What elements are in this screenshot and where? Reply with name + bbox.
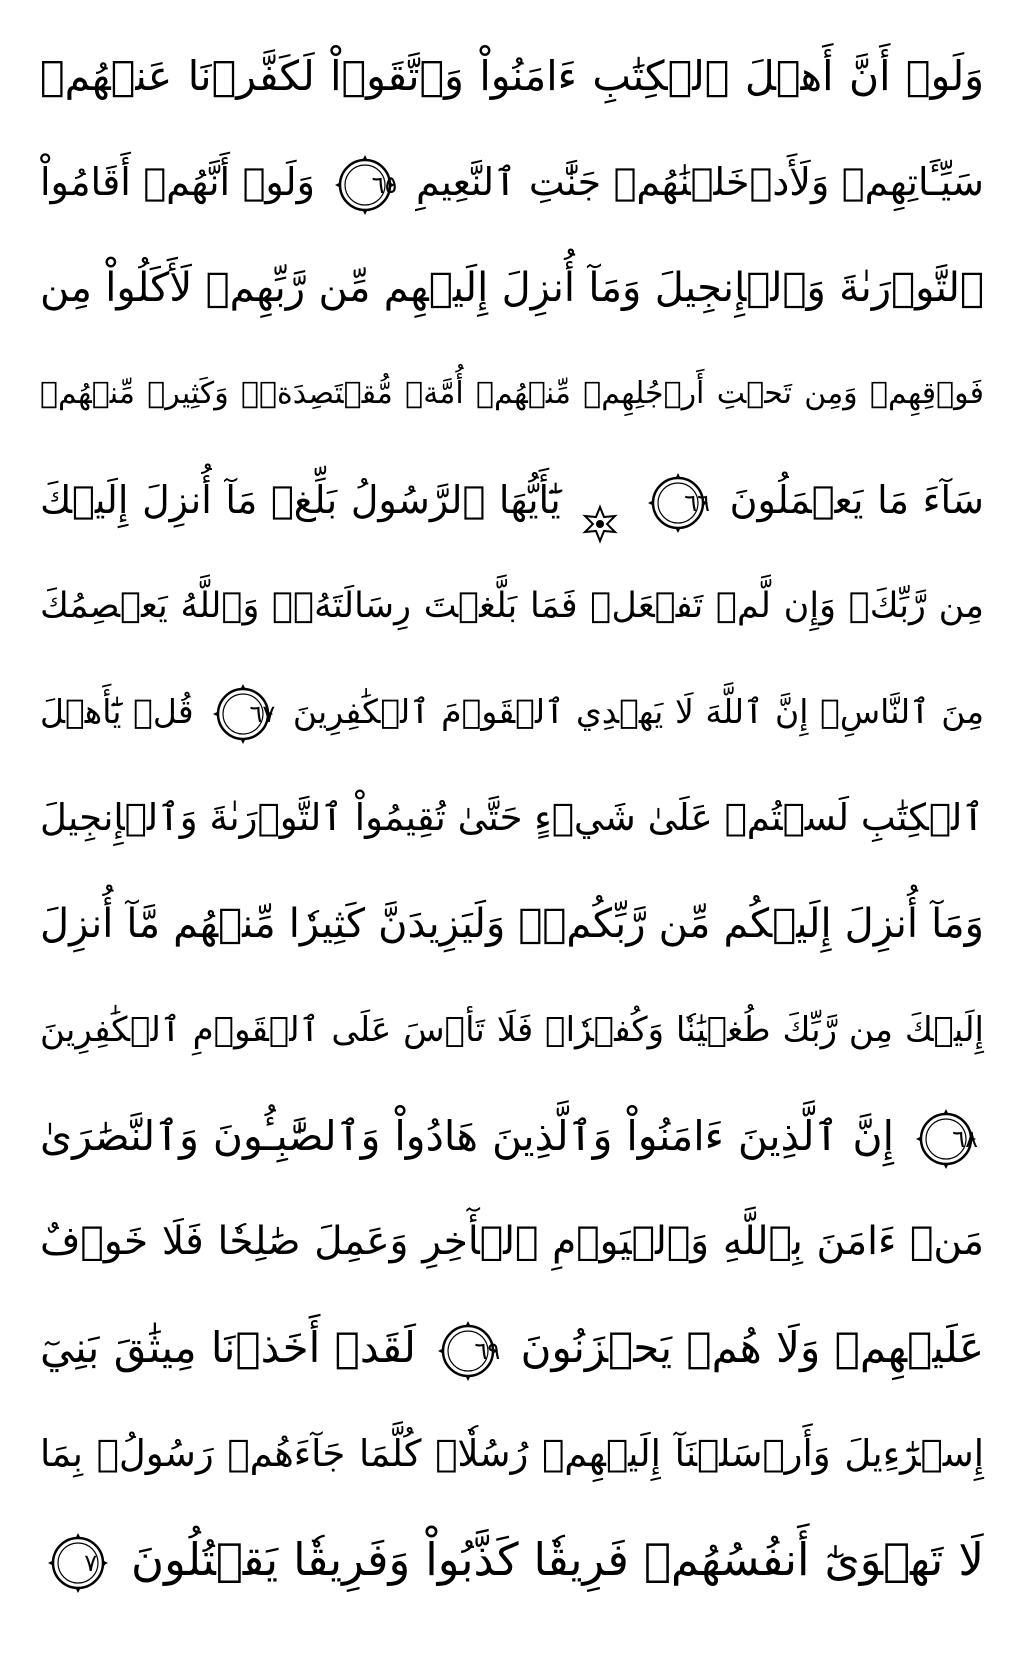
- ayah-end-marker: [914, 1107, 978, 1171]
- ayah-number: ٦٦: [684, 488, 710, 517]
- text-line-7: [40, 664, 984, 760]
- text-line-2: [40, 134, 984, 230]
- text-line-15: [40, 1512, 984, 1608]
- text-line-5: [40, 452, 984, 548]
- verse-text: إِسۡرَٰٓءِيلَ وَأَرۡسَلۡنَآ إِلَيۡهِمۡ رُسُلٗاۖ كُلَّمَا جَآءَهُمۡ رَسُولُۢ بِمَا: [40, 1432, 984, 1475]
- text-line-10: [40, 982, 984, 1078]
- text-line-14: [40, 1406, 984, 1502]
- ayah-number: ٦٥: [371, 170, 398, 199]
- verse-text: ٱلتَّوۡرَىٰةَ وَٱلۡإِنجِيلَ وَمَآ أُنزِلَ إِلَيۡهِم مِّن رَّبِّهِمۡ لَأَكَلُواْ مِن: [40, 265, 984, 311]
- verse-text: مِنَ ٱلنَّاسِۗ إِنَّ ٱللَّهَ لَا يَهۡدِي ٱلۡقَوۡمَ ٱلۡكَٰفِرِينَ: [292, 692, 984, 731]
- ayah-end-marker: [333, 153, 397, 217]
- ayah-end-marker: [646, 471, 710, 535]
- ayah-number: ٦٩: [474, 1336, 501, 1365]
- verse-text: وَلَوۡ أَنَّهُمۡ أَقَامُواْ: [40, 160, 315, 204]
- text-line-9: [40, 876, 984, 972]
- text-line-1: [40, 28, 984, 124]
- text-line-3: [40, 240, 984, 336]
- verse-text: يَٰٓأَيُّهَا ٱلرَّسُولُ بَلِّغۡ مَآ أُنزِلَ إِلَيۡكَ: [40, 478, 561, 522]
- verse-text: مَنۡ ءَامَنَ بِٱللَّهِ وَٱلۡيَوۡمِ ٱلۡأٓخِرِ وَعَمِلَ صَٰلِحٗا فَلَا خَوۡفٌ: [40, 1219, 984, 1264]
- verse-text: فَوۡقِهِمۡ وَمِن تَحۡتِ أَرۡجُلِهِمۚ مِّنۡهُمۡ أُمَّةٞ مُّقۡتَصِدَةٞۖ وَكَثِيرٞ مِّنۡهُمۡ: [40, 376, 984, 411]
- verse-text: مِن رَّبِّكَۖ وَإِن لَّمۡ تَفۡعَلۡ فَمَا بَلَّغۡتَ رِسَالَتَهُۥۚ وَٱللَّهُ يَعۡصِمُكَ: [40, 586, 984, 626]
- verse-text: وَلَوۡ أَنَّ أَهۡلَ ٱلۡكِتَٰبِ ءَامَنُواْ وَٱتَّقَوۡاْ لَكَفَّرۡنَا عَنۡهُمۡ: [40, 52, 984, 100]
- verse-text: إِنَّ ٱلَّذِينَ ءَامَنُواْ وَٱلَّذِينَ هَادُواْ وَٱلصَّٰبِـُٔونَ وَٱلنَّصَٰرَىٰ: [40, 1112, 895, 1160]
- ayah-end-marker: [46, 1531, 110, 1595]
- mushaf-page: [40, 28, 984, 1628]
- ayah-number: ٦٨: [952, 1125, 978, 1153]
- text-line-11: [40, 1088, 984, 1184]
- verse-text: ٱلۡكِتَٰبِ لَسۡتُمۡ عَلَىٰ شَيۡءٍ حَتَّىٰ تُقِيمُواْ ٱلتَّوۡرَىٰةَ وَٱلۡإِنجِيلَ: [40, 796, 984, 839]
- text-line-8: [40, 770, 984, 866]
- ayah-end-marker: [436, 1319, 500, 1383]
- verse-text: سَآءَ مَا يَعۡمَلُونَ: [729, 478, 984, 522]
- verse-text: عَلَيۡهِمۡ وَلَا هُمۡ يَحۡزَنُونَ: [520, 1323, 984, 1372]
- verse-text: لَا تَهۡوَىٰٓ أَنفُسُهُمۡ فَرِيقٗا كَذَّبُواْ وَفَرِيقٗا يَقۡتُلُونَ: [131, 1533, 984, 1586]
- ayah-end-marker: [211, 682, 275, 746]
- text-line-4: [40, 346, 984, 442]
- verse-text: سَيِّـَٔاتِهِمۡ وَلَأَدۡخَلۡنَٰهُمۡ جَنَّٰتِ ٱلنَّعِيمِ: [415, 160, 984, 204]
- verse-text: إِلَيۡكَ مِن رَّبِّكَ طُغۡيَٰنٗا وَكُفۡرٗاۖ فَلَا تَأۡسَ عَلَى ٱلۡقَوۡمِ ٱلۡكَٰفِرِينَ: [40, 1010, 984, 1050]
- text-line-13: [40, 1300, 984, 1396]
- text-line-6: [40, 558, 984, 654]
- verse-text: قُلۡ يَٰٓأَهۡلَ: [40, 692, 194, 731]
- hizb-star-icon: [580, 483, 620, 523]
- verse-text: وَمَآ أُنزِلَ إِلَيۡكُم مِّن رَّبِّكُمۡۗ وَلَيَزِيدَنَّ كَثِيرٗا مِّنۡهُم مَّآ أُنزِلَ: [40, 901, 984, 947]
- ayah-number: ٦٧: [249, 699, 276, 728]
- ayah-number: ٧٠: [84, 1549, 110, 1577]
- verse-text: لَقَدۡ أَخَذۡنَا مِيثَٰقَ بَنِيٓ: [40, 1323, 416, 1372]
- text-line-12: [40, 1194, 984, 1290]
